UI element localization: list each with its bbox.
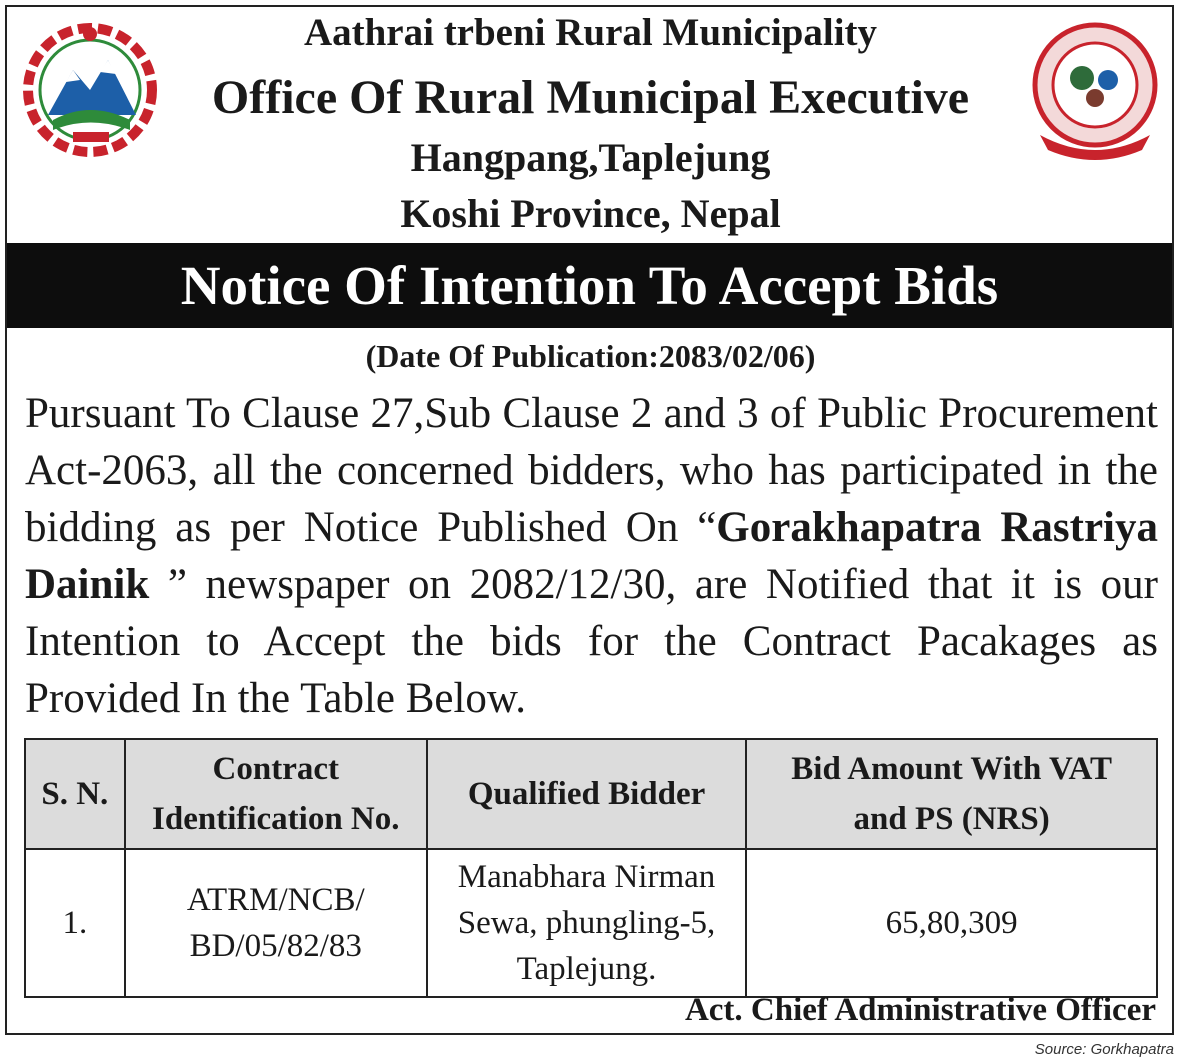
header-amount-line: Bid Amount With VAT — [791, 751, 1112, 787]
body-text: bidding as per Notice Published On “ — [25, 504, 717, 551]
header-contract-line: Identification No. — [152, 801, 400, 837]
newspaper-name-cont: Dainik — [25, 561, 150, 608]
table-row — [25, 849, 1157, 997]
municipality-name: Aathrai trbeni Rural Municipality — [303, 11, 878, 54]
office-name: Office Of Rural Municipal Executive — [211, 71, 970, 124]
source-credit: Source: Gorkhapatra — [1034, 1041, 1174, 1058]
body-line — [25, 556, 1158, 613]
body-line: Act-2063, all the concerned bidders, who has participated in the — [25, 447, 1158, 494]
body-line: Pursuant To Clause 27,Sub Clause 2 and 3 of Public Procurement — [25, 390, 1158, 437]
cell-amount: 65,80,309 — [746, 849, 1157, 997]
bids-table — [24, 738, 1158, 998]
body-text: ” newspaper on 2082/12/30, are Notified that it is our — [149, 561, 1158, 608]
contract-id-line: BD/05/82/83 — [189, 928, 362, 964]
bidder-line: Taplejung. — [516, 951, 657, 987]
body-line — [25, 499, 1158, 556]
office-province: Koshi Province, Nepal — [400, 191, 781, 236]
cell-sn: 1. — [25, 849, 125, 997]
header-amount — [746, 739, 1157, 849]
bidder-line: Manabhara Nirman — [457, 859, 716, 895]
header-amount-line: and PS (NRS) — [853, 801, 1050, 837]
publication-date: (Date Of Publication:2083/02/06) — [365, 338, 816, 374]
body-line: Provided In the Table Below. — [25, 675, 526, 722]
bidder-line: Sewa, phungling-5, — [457, 905, 716, 941]
header-bidder: Qualified Bidder — [427, 739, 746, 849]
header-sn: S. N. — [25, 739, 125, 849]
contract-id-line: ATRM/NCB/ — [186, 882, 365, 918]
office-location: Hangpang,Taplejung — [410, 135, 771, 180]
table-header-row — [25, 739, 1157, 849]
notice-body — [25, 385, 1158, 727]
signatory: Act. Chief Administrative Officer — [684, 992, 1156, 1028]
body-line: Intention to Accept the bids for the Contract Pacakages as — [25, 618, 1158, 665]
cell-bidder — [427, 849, 746, 997]
cell-contract-id — [125, 849, 427, 997]
newspaper-name: Gorakhapatra Rastriya — [716, 504, 1158, 551]
notice-title-banner: Notice Of Intention To Accept Bids — [7, 243, 1172, 328]
header-contract-id — [125, 739, 427, 849]
header-contract-line: Contract — [212, 751, 339, 787]
